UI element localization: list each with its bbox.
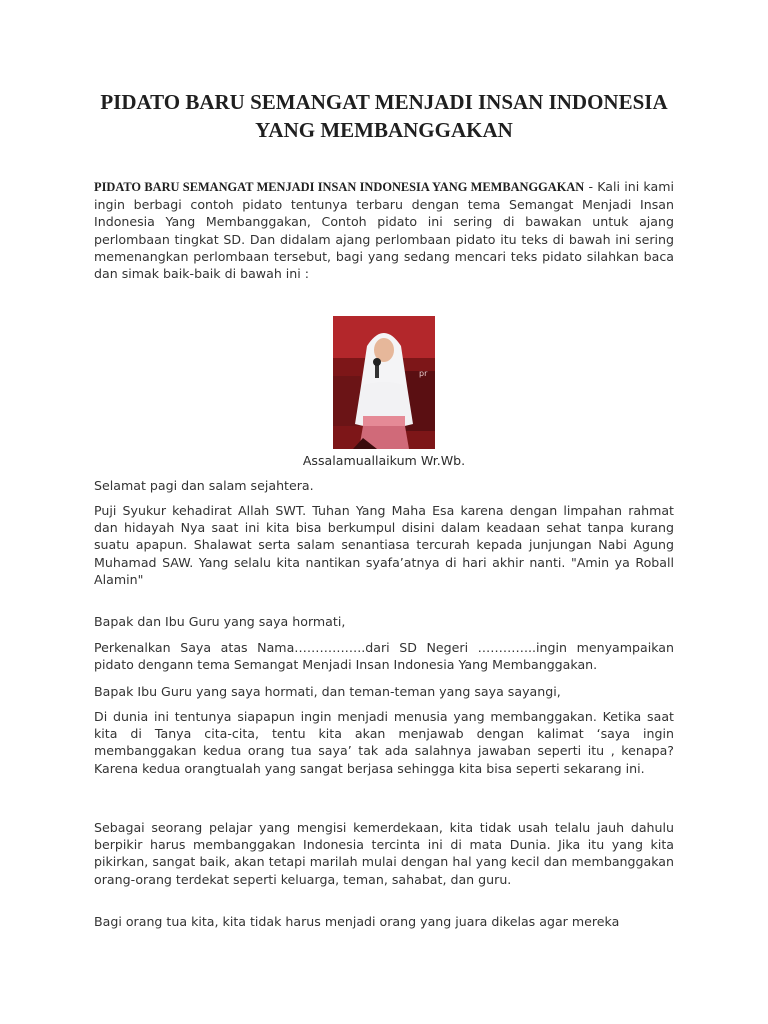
document-title	[80, 88, 688, 144]
paragraph-address-all: Bapak Ibu Guru yang saya hormati, dan teman-teman yang saya sayangi,	[94, 684, 561, 699]
paragraph-opening-prayer: Puji Syukur kehadirat Allah SWT. Tuhan Yang Maha Esa karena dengan limpahan rahmat dan hidayah Nya saat ini kita bisa berkumpul disini dalam keadaan sehat tanpa kurang suatu apapun. Shalawat serta salam senantiasa tercurah kepada junjungan Nabi Agung Muhamad SAW. Yang selalu kita nantikan syafa’atnya di hari akhir nanti. "Amin ya Roball Alamin"	[94, 503, 674, 587]
intro-lead: PIDATO BARU SEMANGAT MENJADI INSAN INDONESIA YANG MEMBANGGAKAN	[94, 180, 585, 194]
svg-text:pr: pr	[419, 369, 428, 378]
title-line-1: PIDATO BARU SEMANGAT MENJADI INSAN INDONESIA	[100, 90, 668, 114]
paragraph-introduction: Perkenalkan Saya atas Nama……………..dari SD Negeri …………..ingin menyampaikan pidato dengann tema Semangat Menjadi Insan Indonesia Yang Membanggakan.	[94, 640, 674, 673]
speaker-photo	[333, 316, 435, 449]
intro-text: - Kali ini kami ingin berbagi contoh pidato tentunya terbaru dengan tema Semangat Menjadi Insan Indonesia Yang Membanggakan, Contoh pidato ini sering di bawakan untuk ajang perlombaan tingkat SD. Dan didalam ajang perlombaan pidato itu teks di bawah ini sering memenangkan perlombaan tersebut, bagi yang sedang mencari teks pidato silahkan baca dan simak baik-baik di bawah ini :	[94, 179, 674, 282]
paragraph-body-1: Di dunia ini tentunya siapapun ingin menjadi menusia yang membanggakan. Ketika saat kita di Tanya cita-cita, tentu kita akan menjawab dengan kalimat ‘saya ingin membanggakan kedua orang tua saya’ tak ada salahnya jawaban seperti itu , kenapa? Karena kedua orangtualah yang sangat berjasa sehingga kita bisa seperti sekarang ini.	[94, 709, 674, 776]
photo-caption: Assalamuallaikum Wr.Wb.	[302, 453, 466, 468]
paragraph-body-3: Bagi orang tua kita, kita tidak harus menjadi orang yang juara dikelas agar mereka	[94, 914, 620, 929]
paragraph-address-teachers: Bapak dan Ibu Guru yang saya hormati,	[94, 614, 346, 629]
paragraph-body-2: Sebagai seorang pelajar yang mengisi kemerdekaan, kita tidak usah telalu jauh dahulu berpikir harus membanggakan Indonesia tercinta ini di mata Dunia. Jika itu yang kita pikirkan, sangat baik, akan tetapi marilah mulai dengan hal yang kecil dan membanggakan orang-orang terdekat seperti keluarga, teman, sahabat, dan guru.	[94, 820, 674, 887]
title-line-2: YANG MEMBANGGAKAN	[255, 118, 513, 142]
intro-paragraph	[94, 178, 674, 282]
speaker-photo-image	[333, 316, 435, 449]
paragraph-greeting: Selamat pagi dan salam sejahtera.	[94, 478, 314, 493]
